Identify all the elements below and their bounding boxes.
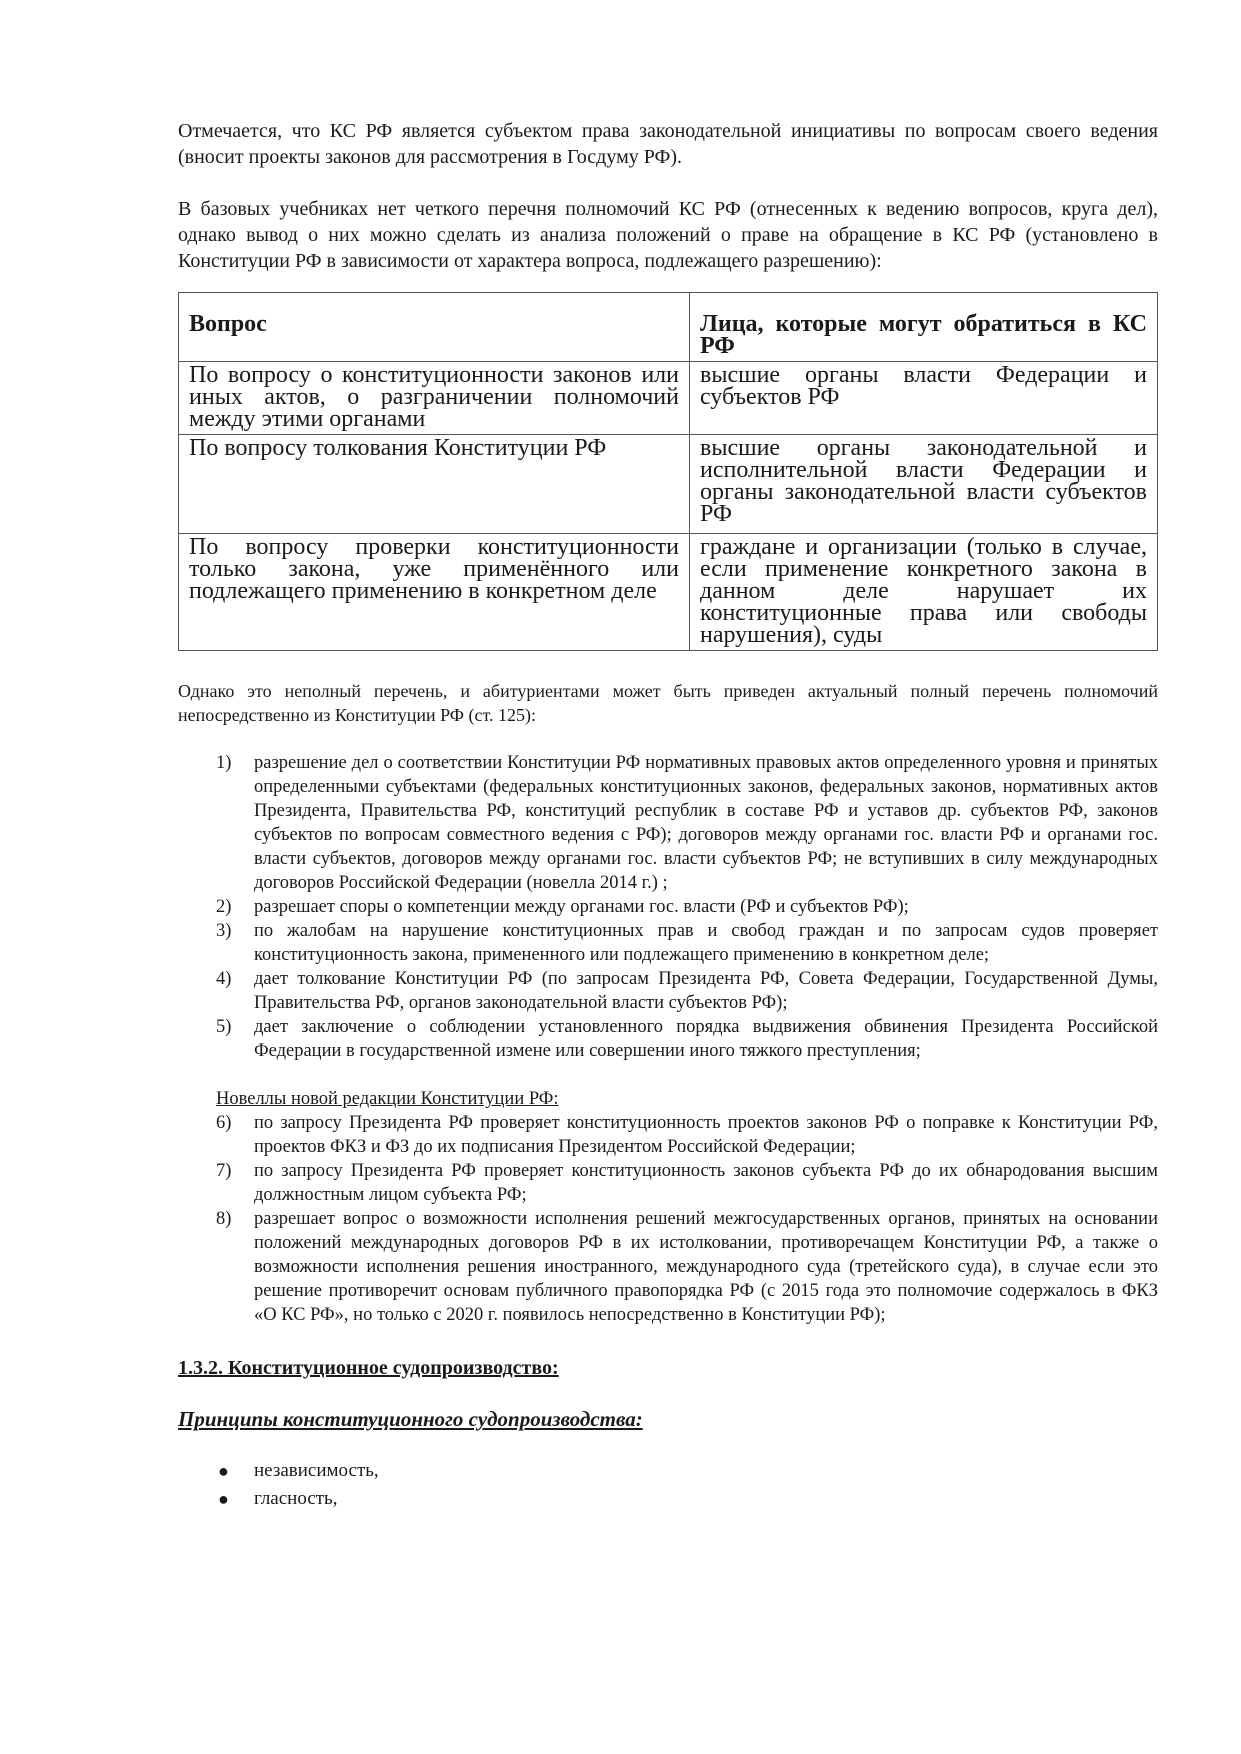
- table-header-question: Вопрос: [179, 293, 690, 362]
- list-number: 8): [216, 1209, 232, 1229]
- novels-list: [178, 1111, 1158, 1327]
- table-cell: граждане и организации (только в случае, если применение конкретного закона в данном деле нарушает их конституционные права или свободы нарушения), суды: [690, 534, 1158, 651]
- table-row: [179, 362, 1158, 435]
- list-item: [178, 1015, 1158, 1063]
- table-cell: высшие органы власти Федерации и субъектов РФ: [690, 362, 1158, 435]
- table-cell: высшие органы законодательной и исполнительной власти Федерации и органы законодательной власти субъектов РФ: [690, 435, 1158, 534]
- list-item: [178, 1159, 1158, 1207]
- subsection-heading: Принципы конституционного судопроизводства:: [178, 1407, 643, 1431]
- paragraph-intro: Отмечается, что КС РФ является субъектом права законодательной инициативы по вопросам своего ведения (вносит проекты законов для рассмотрения в Госдуму РФ).: [178, 120, 1158, 168]
- list-item: [178, 1457, 1158, 1485]
- list-item: [178, 895, 1158, 919]
- list-text: разрешает споры о компетенции между органами гос. власти (РФ и субъектов РФ);: [254, 897, 909, 917]
- list-text: разрешение дел о соответствии Конституции РФ нормативных правовых актов определенного уровня и принятых определенными субъектами (федеральных конституционных законов, федеральных законов, нормативных актов Президента, Правительства РФ, конституций республик в составе РФ и уставов др. субъектов РФ, законов субъектов по вопросам совместного ведения с РФ); договоров между органами гос. власти РФ и органами гос. власти субъектов, договоров между органами гос. власти субъектов РФ; не вступивших в силу международных договоров Российской Федерации (новелла 2014 г.) ;: [254, 753, 1158, 893]
- table-cell: По вопросу толкования Конституции РФ: [179, 435, 690, 534]
- powers-list: [178, 751, 1158, 1063]
- list-text: по запросу Президента РФ проверяет конституционность законов субъекта РФ до их обнародования высшим должностным лицом субъекта РФ;: [254, 1161, 1158, 1205]
- table-header-persons: Лица, которые могут обратиться в КС РФ: [690, 293, 1158, 362]
- table-cell: По вопросу проверки конституционности только закона, уже применённого или подлежащего применению в конкретном деле: [179, 534, 690, 651]
- table-row: [179, 534, 1158, 651]
- list-item: [178, 1485, 1158, 1513]
- list-text: по запросу Президента РФ проверяет конституционность проектов законов РФ о поправке к Конституции РФ, проектов ФКЗ и ФЗ до их подписания Президентом Российской Федерации;: [254, 1113, 1158, 1157]
- list-text: по жалобам на нарушение конституционных прав и свобод граждан и по запросам судов проверяет конституционность закона, примененного или подлежащего применению в конкретном деле;: [254, 921, 1158, 965]
- list-text: независимость,: [254, 1460, 379, 1481]
- table-header-row: [179, 293, 1158, 362]
- list-text: разрешает вопрос о возможности исполнения решений межгосударственных органов, принятых на основании положений международных договоров РФ в их истолковании, противоречащем Конституции РФ, а также о возможности исполнения решения иностранного, международного суда (третейского суда), в случае если это решение противоречит основам публичного правопорядка РФ (с 2015 года это полномочие содержалось в ФКЗ «О КС РФ», но только с 2020 г. появилось непосредственно в Конституции РФ);: [254, 1209, 1158, 1325]
- list-number: 2): [216, 897, 232, 917]
- bullet-icon: ●: [218, 1489, 229, 1509]
- appeal-table: [178, 292, 1158, 651]
- list-number: 5): [216, 1017, 232, 1037]
- document-page: [178, 118, 1158, 1513]
- list-text: дает заключение о соблюдении установленного порядка выдвижения обвинения Президента Российской Федерации в государственной измене или совершении иного тяжкого преступления;: [254, 1017, 1158, 1061]
- list-item: [178, 1111, 1158, 1159]
- section-heading: 1.3.2. Конституционное судопроизводство:: [178, 1357, 559, 1379]
- principles-list: [178, 1457, 1158, 1513]
- table-row: [179, 435, 1158, 534]
- list-item: [178, 751, 1158, 895]
- bullet-icon: ●: [218, 1461, 229, 1481]
- novels-heading: Новеллы новой редакции Конституции РФ:: [216, 1089, 559, 1109]
- list-item: [178, 919, 1158, 967]
- list-item: [178, 967, 1158, 1015]
- paragraph-note: Однако это неполный перечень, и абитуриентами может быть приведен актуальный полный перечень полномочий непосредственно из Конституции РФ (ст. 125):: [178, 681, 1158, 725]
- table-cell: По вопросу о конституционности законов или иных актов, о разграничении полномочий между этими органами: [179, 362, 690, 435]
- list-number: 4): [216, 969, 232, 989]
- list-number: 1): [216, 753, 232, 773]
- list-number: 3): [216, 921, 232, 941]
- list-item: [178, 1207, 1158, 1327]
- list-text: гласность,: [254, 1488, 338, 1509]
- list-number: 6): [216, 1113, 232, 1133]
- paragraph-powers-intro: В базовых учебниках нет четкого перечня полномочий КС РФ (отнесенных к ведению вопросов, круга дел), однако вывод о них можно сделать из анализа положений о праве на обращение в КС РФ (установлено в Конституции РФ в зависимости от характера вопроса, подлежащего разрешению):: [178, 198, 1158, 272]
- list-number: 7): [216, 1161, 232, 1181]
- list-text: дает толкование Конституции РФ (по запросам Президента РФ, Совета Федерации, Государственной Думы, Правительства РФ, органов законодательной власти субъектов РФ);: [254, 969, 1158, 1013]
